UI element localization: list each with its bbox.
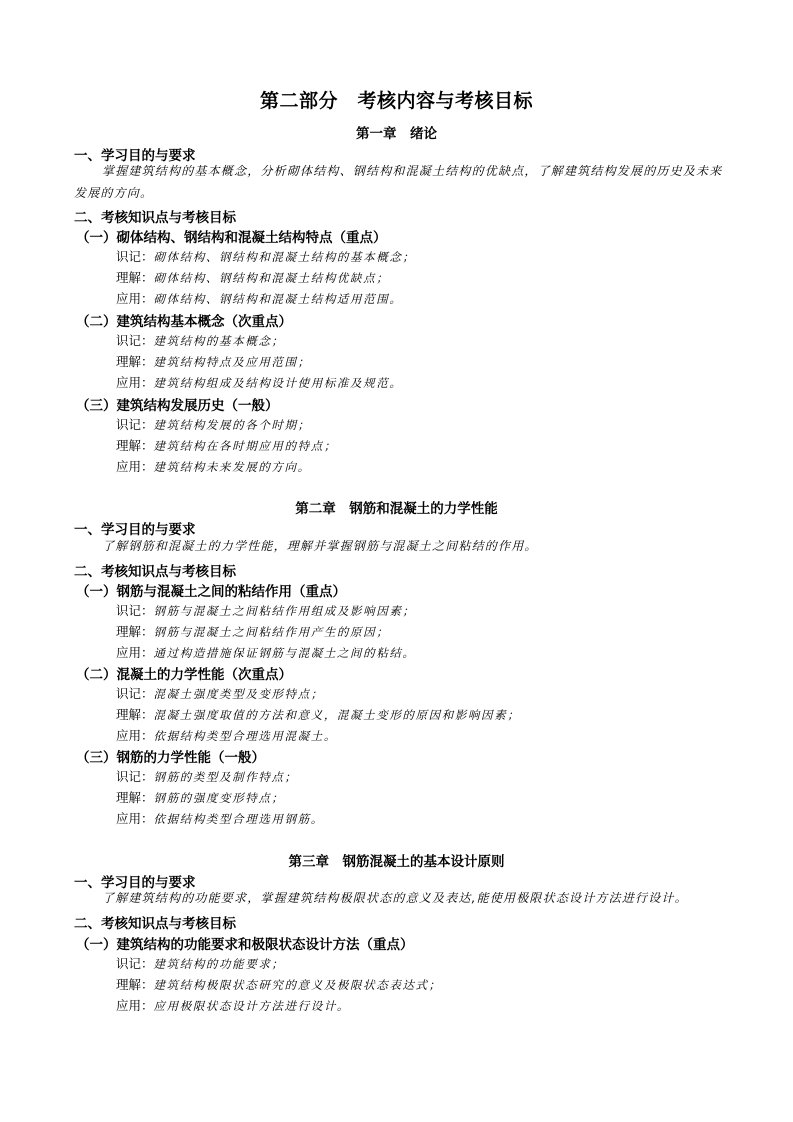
item-remember: 识记：建筑结构的功能要求； — [116, 956, 285, 971]
item-apply: 应用：依据结构类型合理选用混凝土。 — [116, 728, 337, 743]
item-apply: 应用：应用极限状态设计方法进行设计。 — [116, 998, 351, 1013]
section-title: （二）混凝土的力学性能（次重点） — [76, 667, 292, 683]
section-title: （一）建筑结构的功能要求和极限状态设计方法（重点） — [76, 937, 414, 953]
points-heading: 二、考核知识点与考核目标 — [74, 564, 236, 580]
item-remember: 识记：建筑结构的基本概念； — [116, 333, 285, 348]
section-title: （二）建筑结构基本概念（次重点） — [76, 314, 292, 330]
item-understand: 理解：钢筋与混凝土之间粘结作用产生的原因； — [116, 624, 390, 639]
goal-text: 掌握建筑结构的基本概念，分析砌体结构、钢结构和混凝土结构的优缺点，了解建筑结构发展的历史及未来发展的方向。 — [74, 164, 723, 200]
section-title: （三）建筑结构发展历史（一般） — [76, 398, 279, 414]
item-apply: 应用：建筑结构未来发展的方向。 — [116, 459, 311, 474]
points-heading: 二、考核知识点与考核目标 — [74, 916, 236, 932]
chapter-title: 第三章 钢筋混凝土的基本设计原则 — [288, 854, 505, 870]
goal-heading: 一、学习目的与要求 — [74, 522, 196, 538]
goal-heading: 一、学习目的与要求 — [74, 875, 196, 891]
item-remember: 识记：混凝土强度类型及变形特点； — [116, 686, 324, 701]
page-title: 第二部分 考核内容与考核目标 — [259, 90, 533, 112]
item-understand: 理解：钢筋的强度变形特点； — [116, 790, 285, 805]
goal-text: 了解钢筋和混凝土的力学性能，理解并掌握钢筋与混凝土之间粘结的作用。 — [102, 539, 538, 553]
item-apply: 应用：通过构造措施保证钢筋与混凝土之间的粘结。 — [116, 645, 416, 660]
section-title: （一）钢筋与混凝土之间的粘结作用（重点） — [76, 584, 346, 600]
item-apply: 应用：依据结构类型合理选用钢筋。 — [116, 811, 324, 826]
item-remember: 识记：砌体结构、钢结构和混凝土结构的基本概念； — [116, 249, 416, 264]
chapter-title: 第二章 钢筋和混凝土的力学性能 — [295, 501, 498, 517]
item-understand: 理解：建筑结构特点及应用范围； — [116, 354, 311, 369]
points-heading: 二、考核知识点与考核目标 — [74, 210, 236, 226]
section-title: （三）钢筋的力学性能（一般） — [76, 750, 265, 766]
goal-text: 了解建筑结构的功能要求，掌握建筑结构极限状态的意义及表达,能使用极限状态设计方法进行设计。 — [102, 891, 688, 905]
chapter-title: 第一章 绪论 — [356, 126, 437, 142]
item-remember: 识记：钢筋与混凝土之间粘结作用组成及影响因素； — [116, 603, 416, 618]
item-understand: 理解：建筑结构极限状态研究的意义及极限状态表达式； — [116, 977, 442, 992]
section-title: （一）砌体结构、钢结构和混凝土结构特点（重点） — [76, 230, 387, 246]
item-remember: 识记：钢筋的类型及制作特点； — [116, 769, 298, 784]
item-apply: 应用：砌体结构、钢结构和混凝土结构适用范围。 — [116, 291, 403, 306]
item-understand: 理解：砌体结构、钢结构和混凝土结构优缺点； — [116, 270, 390, 285]
item-remember: 识记：建筑结构发展的各个时期； — [116, 417, 311, 432]
item-understand: 理解：混凝土强度取值的方法和意义，混凝土变形的原因和影响因素； — [116, 707, 521, 722]
goal-heading: 一、学习目的与要求 — [74, 148, 196, 164]
item-understand: 理解：建筑结构在各时期应用的特点； — [116, 438, 337, 453]
item-apply: 应用：建筑结构组成及结构设计使用标准及规范。 — [116, 375, 403, 390]
